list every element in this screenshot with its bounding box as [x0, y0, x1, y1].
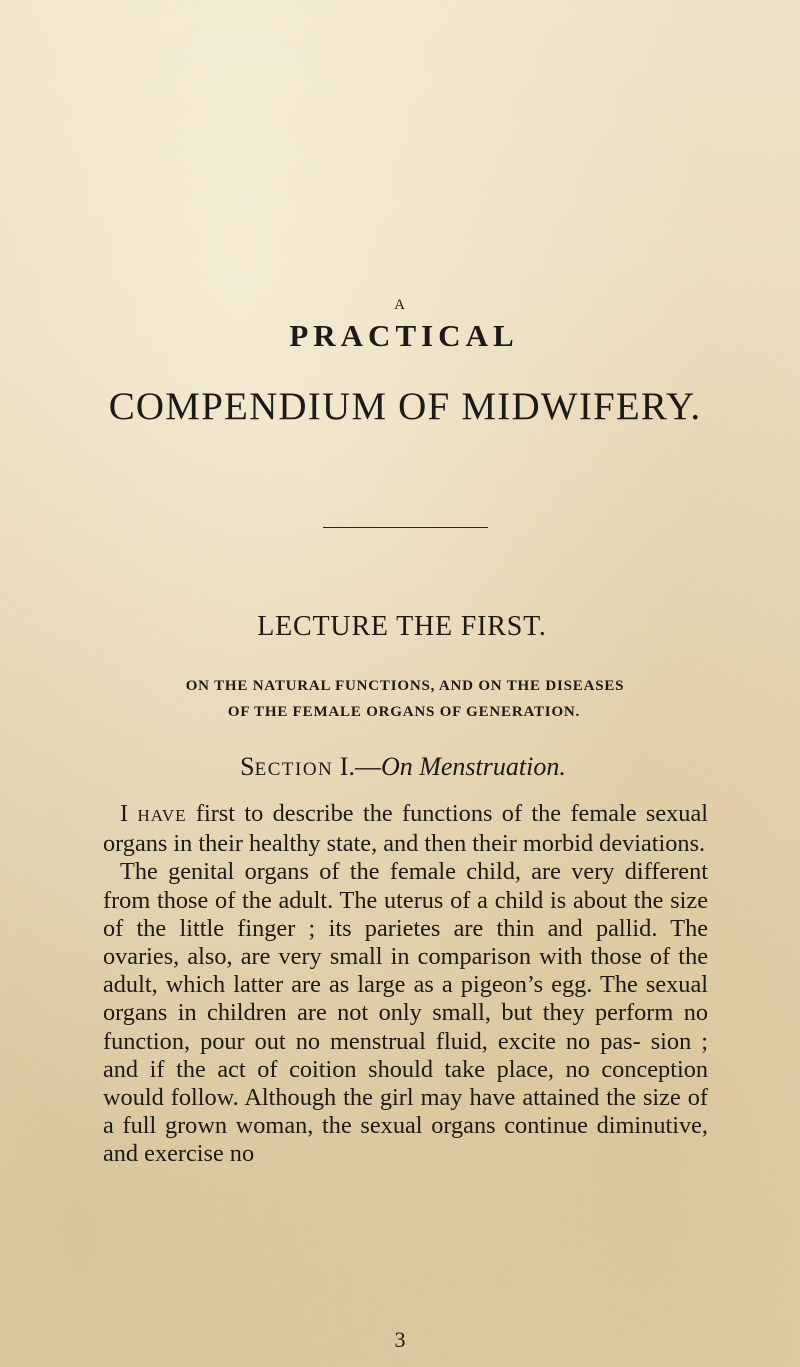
lecture-heading: LECTURE THE FIRST. — [257, 611, 547, 642]
paragraph-1 — [103, 800, 708, 858]
title-article: A — [394, 297, 406, 313]
section-label-initial: S — [240, 752, 255, 781]
title-divider-rule — [323, 527, 488, 528]
section-label-rest: ECTION — [254, 759, 334, 780]
section-heading — [3, 752, 800, 782]
lecture-subtitle-line-2: OF THE FEMALE ORGANS OF GENERATION. — [227, 704, 581, 720]
section-number: I.— — [333, 752, 381, 781]
title-line-compendium: COMPENDIUM OF MIDWIFERY. — [108, 385, 702, 428]
page-number: 3 — [394, 1327, 406, 1352]
title-line-practical: PRACTICAL — [289, 318, 519, 353]
section-topic: On Menstruation. — [380, 752, 566, 781]
paragraph-1-text: first to describe the functions of the female sexual organs in their healthy state, and then their morbid deviations. — [103, 800, 708, 858]
paragraph-2: The genital organs of the female child, are very different from those of the adult. The uterus of a child is about the size of the little finger ; its parietes are thin and pallid. The ovaries, also, are very small in comparison with those of the adult, which latter are as large as a pigeon’s egg. The sexual organs in children are not only small, but they perform no function, pour out no menstrual fluid, excite no pas- sion ; and if the act of coition should take place, no conception would follow. Although the girl may have attained the size of a full grown woman, the sexual organs continue diminutive, and exercise no — [103, 858, 708, 1168]
paragraph-1-initial: I — [120, 800, 138, 827]
lecture-subtitle-line-1: ON THE NATURAL FUNCTIONS, AND ON THE DISEASES — [185, 678, 625, 694]
paragraph-1-smallcaps: HAVE — [137, 806, 187, 825]
body-text — [103, 800, 708, 1169]
